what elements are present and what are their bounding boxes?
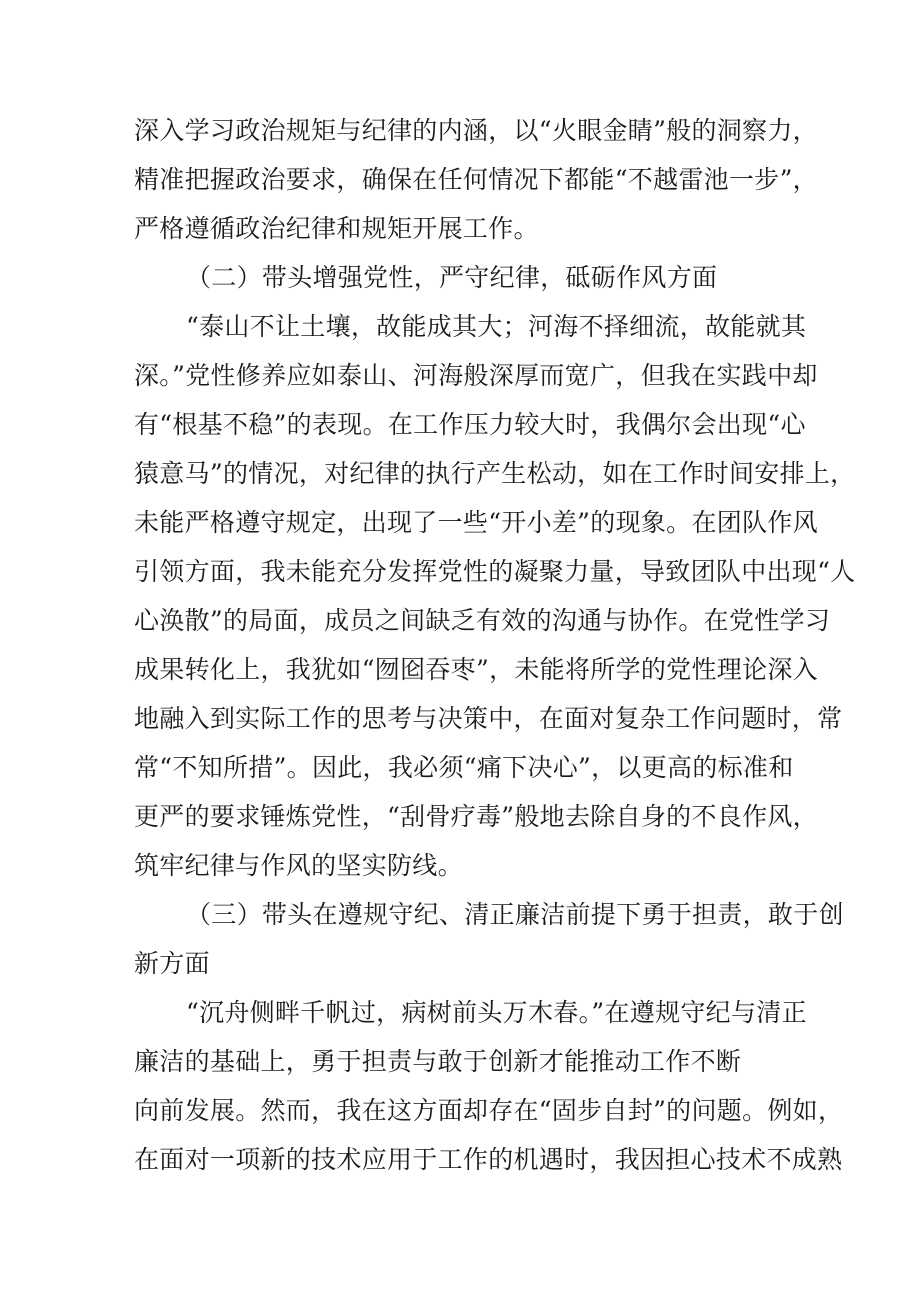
paragraph-line: 心涣散”的局面，成员之间缺乏有效的沟通与协作。在党性学习 (134, 606, 831, 635)
paragraph-line: 在面对一项新的技术应用于工作的机遇时，我因担心技术不成熟 (134, 1145, 843, 1174)
paragraph-line: 成果转化上，我犹如“囫囵吞枣”，未能将所学的党性理论深入 (134, 655, 818, 684)
paragraph-line: 深。”党性修养应如泰山、河海般深厚而宽广，但我在实践中却 (134, 361, 818, 390)
section-heading-2: （二）带头增强党性，严守纪律，砥砺作风方面 (186, 263, 718, 292)
paragraph-line: 深入学习政治规矩与纪律的内涵，以“火眼金睛”般的洞察力， (134, 116, 818, 145)
paragraph-line: 常“不知所措”。因此，我必须“痛下决心”，以更高的标准和 (134, 753, 794, 782)
paragraph-line: 严格遵循政治纪律和规矩开展工作。 (134, 214, 539, 243)
paragraph-line: 筑牢纪律与作风的坚实防线。 (134, 851, 463, 880)
paragraph-line: 地融入到实际工作的思考与决策中，在面对复杂工作问题时，常 (134, 704, 843, 733)
paragraph-line: 更严的要求锤炼党性，“刮骨疗毒”般地去除自身的不良作风， (134, 802, 818, 831)
paragraph-line: 未能严格遵守规定，出现了一些“开小差”的现象。在团队作风 (134, 508, 818, 537)
paragraph-line: “沉舟侧畔千帆过，病树前头万木春。”在遵规守纪与清正 (186, 998, 807, 1027)
paragraph-line: 向前发展。然而，我在这方面却存在“固步自封”的问题。例如， (134, 1096, 844, 1125)
paragraph-line: “泰山不让土壤，故能成其大；河海不择细流，故能就其 (186, 312, 807, 341)
paragraph-line: 引领方面，我未能充分发挥党性的凝聚力量，导致团队中出现“人 (134, 557, 856, 586)
section-heading-3: （三）带头在遵规守纪、清正廉洁前提下勇于担责，敢于创 (186, 900, 844, 929)
paragraph-line: 廉洁的基础上，勇于担责与敢于创新才能推动工作不断 (134, 1047, 742, 1076)
section-heading-3-continued: 新方面 (134, 949, 210, 978)
paragraph-line: 猿意马”的情况，对纪律的执行产生松动，如在工作时间安排上， (134, 459, 856, 488)
paragraph-line: 精准把握政治要求，确保在任何情况下都能“不越雷池一步”， (134, 165, 818, 194)
paragraph-line: 有“根基不稳”的表现。在工作压力较大时，我偶尔会出现“心 (134, 410, 806, 439)
